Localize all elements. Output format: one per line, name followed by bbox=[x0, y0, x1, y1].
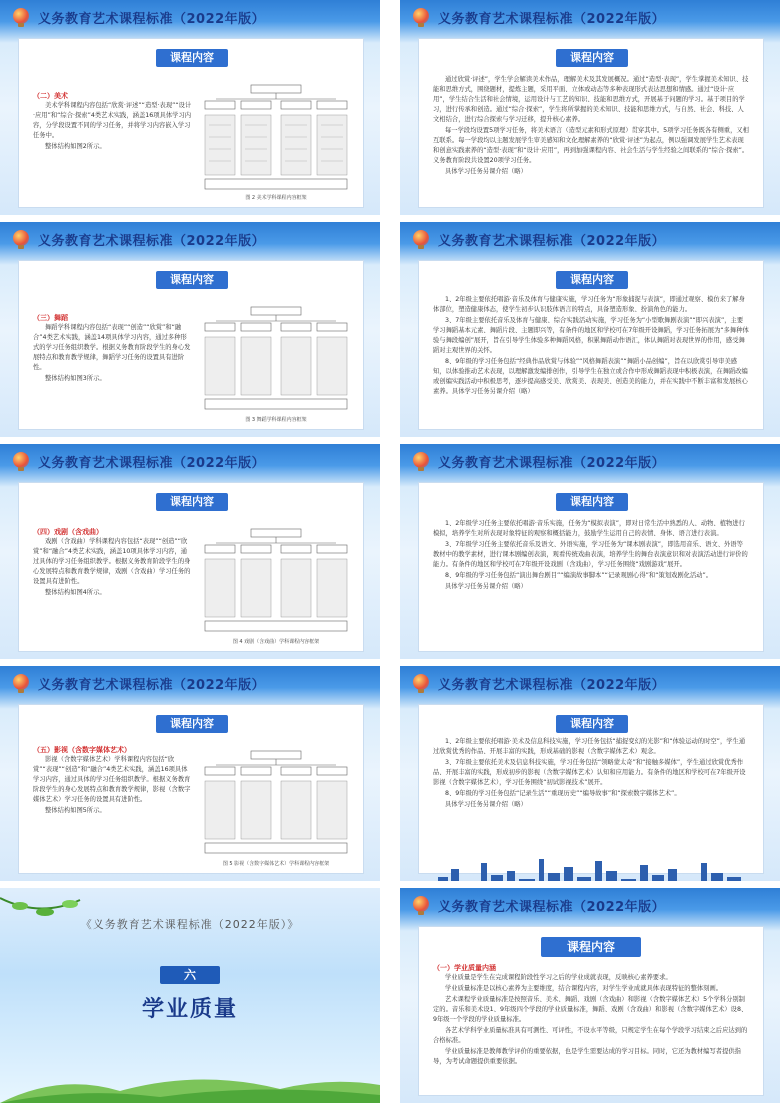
paragraph: 8、9年级的学习任务包括“记录生活”“重现历史”“编导故事”和“探索数字媒体艺术”。 bbox=[445, 790, 681, 797]
content-panel bbox=[418, 260, 764, 430]
section-pill: 课程内容 bbox=[156, 493, 228, 511]
paragraph: 整体结构如图4所示。 bbox=[45, 589, 106, 596]
body-text bbox=[433, 75, 749, 178]
slide-title: 义务教育艺术课程标准（2022年版） bbox=[438, 900, 666, 915]
paragraph: 具体学习任务另课介绍（略） bbox=[445, 801, 527, 808]
slide-title: 义务教育艺术课程标准（2022年版） bbox=[38, 456, 266, 471]
slide-2[interactable] bbox=[400, 0, 780, 215]
slide-9-cover[interactable] bbox=[0, 888, 380, 1103]
content-panel bbox=[418, 482, 764, 652]
slide-title: 义务教育艺术课程标准（2022年版） bbox=[438, 678, 666, 693]
body-text bbox=[33, 313, 193, 385]
cover-title: 《义务教育艺术课程标准（2022年版）》 bbox=[80, 918, 300, 931]
section-heading: （五）影视（含数字媒体艺术） bbox=[33, 746, 131, 754]
content-panel bbox=[418, 38, 764, 208]
paragraph: 1、2年级主要依托唱游·美术及信息科技实施，学习任务包括“捕捉变幻的光影”和“体验运动的时空”，学生通过欣赏优秀的作品、开展丰富的实践，形成基础的影视（含数字媒体艺术）观念。 bbox=[433, 738, 746, 755]
content-panel bbox=[18, 482, 364, 652]
paragraph: 通过欣赏·评述”，学生学会解读美术作品，理解美术及其发展概况。通过“造型·表现”，学生掌握美术知识、技能和思维方式，围绕题材，提炼主题，采用平面、立体或动态等多种表现形式表达思想和情感。通过“设计·应用”，学生结合生活和社会情境，运用设计与工艺的知识、技能和思维方式，开展基于问题的学习。基于项目的学习，进行传承和创造。通过“综合·探索”，学生将所掌握的美术知识、技能和思维方式，与自然、社会、科技、人文相结合，进行综合探索与学习迁移，提升核心素养。 bbox=[433, 76, 749, 123]
section-pill: 课程内容 bbox=[556, 49, 628, 67]
paragraph: 整体结构如图3所示。 bbox=[45, 375, 106, 382]
paragraph: 整体结构如图2所示。 bbox=[45, 143, 106, 150]
paragraph: 1、2年级主要依托唱游·音乐及体育与健康实施，学习任务为“形象捕捉与表演”，即通过观察、模仿来了解身体部位，塑造健康体态，使学生初步认识肢体语言的特点，具备塑造形象、扮演角色的能力。 bbox=[433, 296, 745, 313]
body-text bbox=[33, 745, 193, 817]
paragraph: 具体学习任务另课介绍（略） bbox=[445, 583, 527, 590]
paragraph: 3、7年级主要依托美术及信息科技实施，学习任务包括“领略蒙太奇”和“接触多媒体”，学生通过欣赏优秀作品、开展丰富的实践，形成初步的影视（含数字媒体艺术）认知和应用能力。有条件的地区和学校可在7年级开设影视（含数字媒体艺术），学习任务围绕“初试影视技术”展开。 bbox=[433, 759, 746, 786]
paragraph: 学业质量标准是教师教学评价的重要依据，也是学生需要达成的学习目标。同时，它还为教材编写者提供指导，为考试命题提供重要依据。 bbox=[433, 1048, 741, 1065]
figure-caption: 图 4 戏剧（含戏曲）学科课程内容框架 bbox=[232, 639, 320, 645]
body-text bbox=[33, 527, 193, 599]
chapter-heading: 学业质量 bbox=[141, 997, 238, 1022]
body-text bbox=[433, 963, 749, 1068]
content-panel bbox=[18, 704, 364, 874]
slide-title: 义务教育艺术课程标准（2022年版） bbox=[438, 12, 666, 27]
framework-diagram bbox=[201, 83, 351, 193]
section-pill: 课程内容 bbox=[556, 493, 628, 511]
content-panel bbox=[418, 704, 764, 874]
section-heading: （一）学业质量内涵 bbox=[433, 964, 496, 972]
framework-diagram bbox=[201, 749, 351, 859]
section-heading: （四）戏剧（含戏曲） bbox=[33, 528, 103, 536]
city-skyline-illustration bbox=[433, 855, 749, 881]
slide-4[interactable] bbox=[400, 222, 780, 437]
body-text bbox=[33, 91, 193, 153]
slide-6[interactable] bbox=[400, 444, 780, 659]
paragraph: 8、9年级的学习任务包括“演出舞台剧目”“编演故事脚本”“记录观剧心得”和“策划戏剧化活动”。 bbox=[445, 572, 713, 579]
slide-7[interactable] bbox=[0, 666, 380, 881]
hot-air-balloon-icon bbox=[13, 8, 29, 24]
paragraph: 3、7年级学习任务主要依托音乐及语文、外语实施，学习任务为“课本剧表演”，即选用音乐、语文、外语等教材中的教学素材，进行课本剧编创表演，观看传统戏曲表演，培养学生的舞台表演意识和对表演活动进行评价的能力。有条件的地区和学校可在7年级开设戏剧（含戏曲），学习任务围绕“戏剧游戏”展开。 bbox=[433, 541, 748, 568]
section-pill: 课程内容 bbox=[541, 937, 641, 957]
body-text bbox=[433, 519, 749, 593]
content-panel bbox=[18, 38, 364, 208]
paragraph: 1、2年级学习任务主要依托唱游·音乐实施，任务为“模拟表演”，即对日常生活中熟悉的人、动物、植物进行模拟，培养学生对所表现对象特征的观察和概括能力，鼓励学生运用自己的表情、身体、语言进行表演。 bbox=[433, 520, 745, 537]
body-text bbox=[433, 295, 749, 398]
figure-caption: 图 5 影视（含数字媒体艺术）学科课程内容框架 bbox=[222, 861, 330, 867]
section-pill: 课程内容 bbox=[156, 715, 228, 733]
slide-title: 义务教育艺术课程标准（2022年版） bbox=[38, 678, 266, 693]
slide-title: 义务教育艺术课程标准（2022年版） bbox=[438, 234, 666, 249]
hot-air-balloon-icon bbox=[13, 674, 29, 690]
paragraph: 美术学科课程内容包括“欣赏·评述”“造型·表现”“设计·应用”和“综合·探索”4类艺术实践，涵盖16项具体学习内容，分学段设置不同的学习任务，并将学习内容嵌入学习任务中。 bbox=[33, 102, 192, 139]
paragraph: 戏剧（含戏曲）学科课程内容包括“表现”“创造”“欣赏”和“融合”4类艺术实践，涵盖10项具体学习内容，通过具体的学习任务组织教学。根据义务教育阶段学生的身心发展特点和教育教学规律，戏剧（含戏曲）学习任务的设置具有进阶性。 bbox=[33, 538, 191, 585]
paragraph: 8、9年级的学习任务包括“经典作品欣赏与体验”“风格舞蹈表演”“舞蹈小品创编”，旨在以欣赏引导审美感知，以体验推动艺术表现，以理解激发编排创作，引导学生在独立或合作中形成舞蹈表现中积极表演，在舞蹈改编或创编实践活动中积极思考，逐步提高感受美、欣赏美、表现美、创造美的能力，并在实践中不断丰富和发展核心素养。具体学习任务另课介绍（略） bbox=[433, 358, 748, 395]
hot-air-balloon-icon bbox=[413, 8, 429, 24]
hot-air-balloon-icon bbox=[13, 230, 29, 246]
section-pill: 课程内容 bbox=[156, 49, 228, 67]
paragraph: 具体学习任务另课介绍（略） bbox=[445, 168, 527, 175]
paragraph: 艺术课程学业质量标准是按照音乐、美术、舞蹈、戏剧（含戏曲）和影视（含数字媒体艺术）5个学科分别制定的。音乐和美术设1、9年级四个学段的学业质量标准，舞蹈、戏剧（含戏曲）和影视（含数字媒体艺术）设8、9年级一个学段的学业质量标准。 bbox=[433, 996, 748, 1023]
slide-title: 义务教育艺术课程标准（2022年版） bbox=[438, 456, 666, 471]
figure-caption: 图 3 舞蹈学科课程内容框架 bbox=[245, 417, 307, 423]
paragraph: 整体结构如图5所示。 bbox=[45, 807, 106, 814]
hot-air-balloon-icon bbox=[413, 230, 429, 246]
section-pill: 课程内容 bbox=[156, 271, 228, 289]
section-heading: （三）舞蹈 bbox=[33, 314, 68, 322]
framework-diagram bbox=[201, 527, 351, 637]
section-pill: 课程内容 bbox=[556, 271, 628, 289]
section-heading: （二）美术 bbox=[33, 92, 68, 100]
figure-caption: 图 2 美术学科课程内容框架 bbox=[245, 195, 307, 201]
slide-10[interactable] bbox=[400, 888, 780, 1103]
grass-decoration-icon bbox=[0, 1063, 380, 1103]
hot-air-balloon-icon bbox=[413, 452, 429, 468]
hot-air-balloon-icon bbox=[413, 674, 429, 690]
content-panel bbox=[18, 260, 364, 430]
framework-diagram bbox=[201, 305, 351, 415]
hot-air-balloon-icon bbox=[13, 452, 29, 468]
paragraph: 学业质量标准是以核心素养为主要维度，结合课程内容，对学生学业成就具体表现特征的整体刻画。 bbox=[445, 985, 723, 992]
content-panel bbox=[418, 926, 764, 1096]
slide-1[interactable] bbox=[0, 0, 380, 215]
paragraph: 舞蹈学科课程内容包括“表现”“创造”“欣赏”和“融合”4类艺术实践，涵盖14项具体学习内容，通过多种形式的学习任务组织教学。根据义务教育阶段学生的身心发展特点和教育教学规律，舞蹈学习任务的设置具有进阶性。 bbox=[33, 324, 191, 371]
paragraph: 学业质量是学生在完成课程阶段性学习之后的学业成就表现，反映核心素养要求。 bbox=[445, 974, 672, 981]
body-text bbox=[433, 737, 749, 811]
slide-title: 义务教育艺术课程标准（2022年版） bbox=[38, 234, 266, 249]
paragraph: 每一学段均设置5项学习任务，将美术语言（造型元素和形式原理）贯穿其中。5项学习任务既各有侧重，又相互联系。每一学段均以主题发展学生审美感知和文化理解素养的“欣赏·评述”为起点，例以强调发展学生艺术表现和创意实践素养的“造型·表现”和“设计·应用”，再到加强课程内容、社会生活与学生经验之间联系的“综合·探索”。义务教育阶段共设置20项学习任务。 bbox=[433, 127, 749, 164]
paragraph: 各艺术学科学业质量标准具有可测性、可评性，不设水平等级，只规定学生在每个学段学习结束之后应达到的合格标准。 bbox=[433, 1027, 748, 1044]
section-pill: 课程内容 bbox=[556, 715, 628, 733]
hot-air-balloon-icon bbox=[413, 896, 429, 912]
slide-title: 义务教育艺术课程标准（2022年版） bbox=[38, 12, 266, 27]
paragraph: 3、7年级主要依托音乐及体育与健康、综合实践活动实施，学习任务为“小型歌舞剧表演”“即兴表演”，主要学习舞蹈基本元素、舞蹈片段、主题即兴等，有条件的地区和学校可在7年级开设舞蹈，学习任务拓展为“多舞种体验与舞段编创”展开，旨在引导学生体验多种舞蹈风格，积累舞蹈动作语汇，体认舞蹈对表现世界的作用，感受舞蹈对主观世界的关怀。 bbox=[433, 317, 749, 354]
slide-8[interactable] bbox=[400, 666, 780, 881]
slide-5[interactable] bbox=[0, 444, 380, 659]
slide-3[interactable] bbox=[0, 222, 380, 437]
chapter-number: 六 bbox=[160, 966, 220, 984]
paragraph: 影视（含数字媒体艺术）学科课程内容包括“欣赏”“表现”“创造”和“融合”4类艺术实践，涵盖16项具体学习内容，通过具体的学习任务组织教学。根据义务教育阶段学生的身心发展特点和教育教学规律，影视（含数字媒体艺术）学习任务的设置具有进阶性。 bbox=[33, 756, 191, 803]
